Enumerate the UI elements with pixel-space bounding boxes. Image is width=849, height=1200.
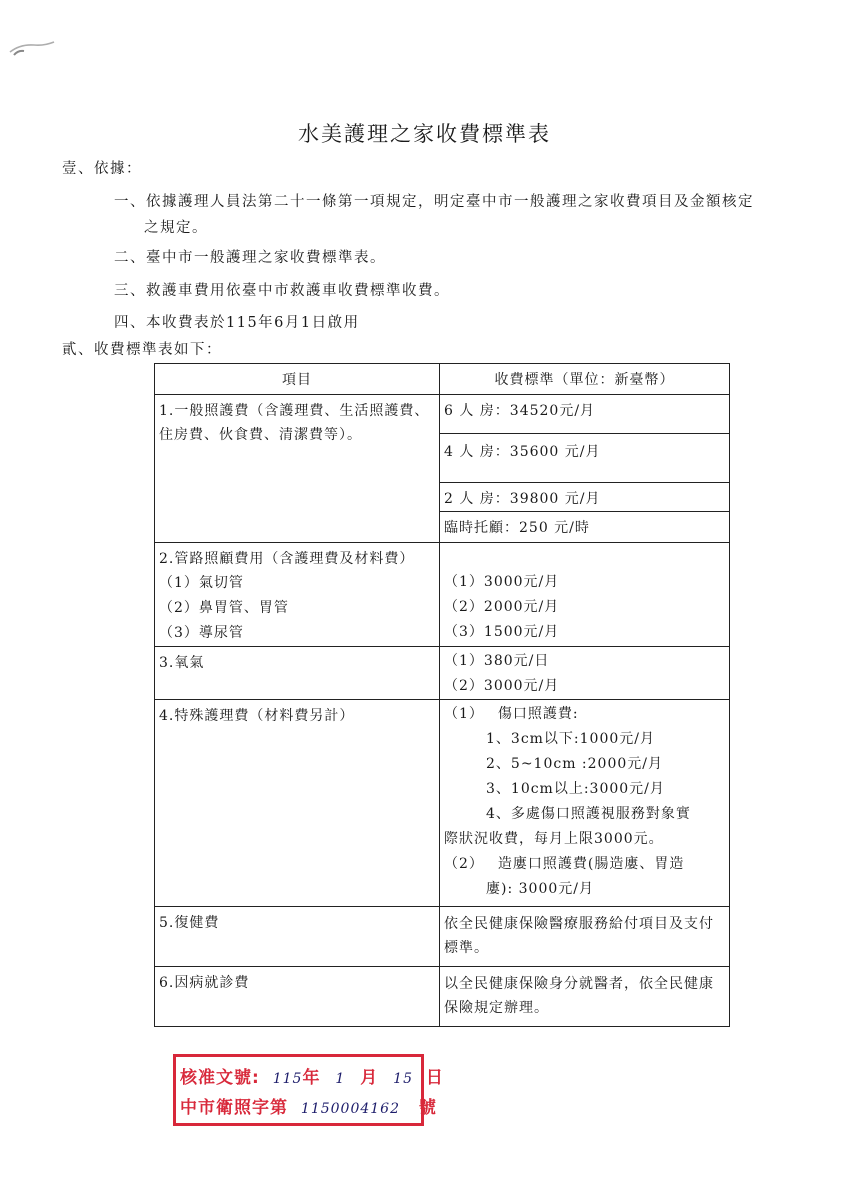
fee-2-bed: 2 人 房：39800 元/月 [440, 482, 729, 511]
section-1-heading: 壹、依據： [62, 161, 142, 177]
tube-care-fee: （2）2000元/月 [444, 599, 560, 615]
fee-6-bed: 6 人 房：34520元/月 [444, 403, 596, 419]
scan-smudge-mark [8, 30, 63, 58]
item-cell [155, 907, 440, 967]
fee-cell [440, 543, 730, 647]
fee-cell [440, 967, 730, 1027]
stamp-month-label: 月 [360, 1068, 379, 1088]
wound-care-tail: 際狀況收費，每月上限3000元。 [444, 831, 664, 847]
table-row [155, 543, 730, 647]
table-row [155, 967, 730, 1027]
table-row [155, 907, 730, 967]
table-row [155, 395, 730, 543]
basis-item-4: 四、本收費表於115年6月1日啟用 [114, 315, 360, 331]
tube-care-fee: （3）1500元/月 [444, 624, 560, 640]
tube-care-subitem: （3）導尿管 [159, 625, 244, 641]
wound-care-label: （1） [444, 706, 484, 722]
approval-stamp [173, 1054, 444, 1126]
basis-item-3: 三、救護車費用依臺中市救護車收費標準收費。 [114, 283, 450, 299]
header-fee-standard: 收費標準（單位：新臺幣） [440, 364, 730, 395]
fee-cell [440, 395, 730, 543]
table-row [155, 700, 730, 907]
table-row [155, 647, 730, 700]
stoma-care-line-2: 廔): 3000元/月 [486, 881, 594, 897]
stamp-year: 115 [272, 1071, 303, 1087]
fee-4-bed: 4 人 房：35600 元/月 [440, 433, 729, 482]
table-header-row [155, 364, 730, 395]
stamp-number-suffix: 號 [418, 1098, 437, 1118]
stamp-month: 1 [335, 1071, 346, 1087]
basis-item-1-continued: 之規定。 [144, 220, 208, 236]
item-cell [155, 647, 440, 700]
fee-cell [440, 907, 730, 967]
document-title: 水美護理之家收費標準表 [298, 122, 551, 146]
wound-care-title: 傷口照護費: [497, 706, 579, 722]
stamp-document-number: 1150004162 [300, 1101, 400, 1117]
stoma-care-line: 造廔口照護費(腸造廔、胃造 [497, 856, 685, 872]
stamp-approval-label: 核准文號: [180, 1068, 260, 1088]
item-cell [155, 543, 440, 647]
stamp-year-label: 年 [302, 1068, 321, 1088]
item-cell [155, 700, 440, 907]
header-item: 項目 [155, 364, 440, 395]
stamp-office-label: 中市衛照字第 [180, 1098, 288, 1118]
fee-temporary-care: 臨時托顧：250 元/時 [440, 511, 729, 542]
wound-care-line: 2、5~10cm :2000元/月 [486, 756, 663, 772]
tube-care-fee: （1）3000元/月 [444, 574, 560, 590]
basis-item-1: 一、依據護理人員法第二十一條第一項規定，明定臺中市一般護理之家收費項目及金額核定 [114, 194, 754, 210]
special-care-item: 4.特殊護理費（材料費另計） [159, 708, 355, 724]
general-care-item: 1.一般照護費（含護理費、生活照護費、住房費、伙食費、清潔費等）。 [159, 403, 430, 443]
fee-cell [440, 700, 730, 907]
rehab-item: 5.復健費 [159, 915, 220, 931]
stoma-care-label: （2） [444, 856, 484, 872]
basis-item-2: 二、臺中市一般護理之家收費標準表。 [114, 250, 386, 266]
stamp-day: 15 [393, 1071, 413, 1087]
wound-care-line: 4、多處傷口照護視服務對象實 [486, 806, 691, 822]
section-2-heading: 貳、收費標準表如下： [62, 342, 222, 358]
medical-visit-item: 6.因病就診費 [159, 975, 250, 991]
item-cell [155, 967, 440, 1027]
tube-care-subitem: （1）氣切管 [159, 575, 244, 591]
fee-cell [440, 647, 730, 700]
tube-care-subitem: （2）鼻胃管、胃管 [159, 600, 289, 616]
wound-care-line: 3、10cm以上:3000元/月 [486, 781, 665, 797]
tube-care-item: 2.管路照顧費用（含護理費及材料費） [159, 551, 415, 567]
item-cell [155, 395, 440, 543]
oxygen-fee: （1）380元/日 [444, 653, 550, 669]
rehab-fee: 依全民健康保險醫療服務給付項目及支付標準。 [444, 916, 714, 956]
medical-visit-fee: 以全民健康保險身分就醫者，依全民健康保險規定辦理。 [444, 976, 714, 1016]
wound-care-line: 1、3cm以下:1000元/月 [486, 731, 655, 747]
oxygen-item: 3.氧氣 [159, 655, 205, 671]
oxygen-fee: （2）3000元/月 [444, 678, 560, 694]
stamp-day-label: 日 [425, 1068, 444, 1088]
fee-table [154, 363, 730, 1027]
